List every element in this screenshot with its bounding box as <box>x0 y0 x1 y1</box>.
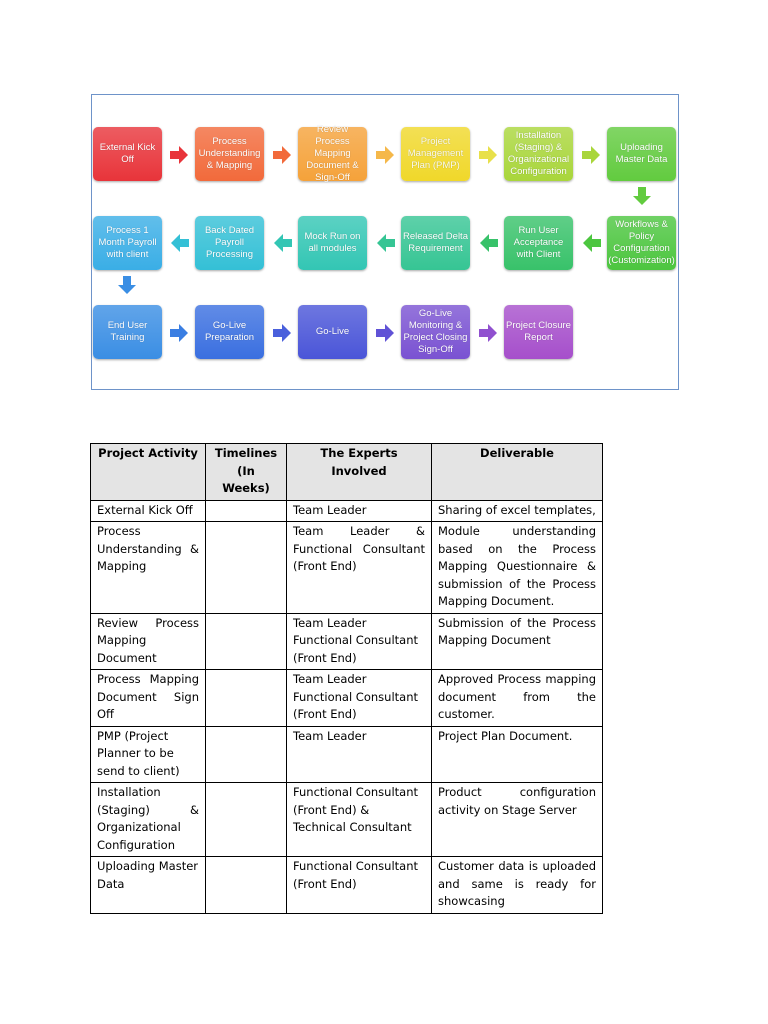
arrow-right-icon <box>170 146 188 164</box>
cell-timeline <box>206 726 287 783</box>
arrow-right-icon <box>376 146 394 164</box>
arrow-left-icon <box>171 234 189 252</box>
table-row <box>91 670 603 727</box>
flow-step: Run User Acceptance with Client <box>504 216 573 270</box>
cell-activity: PMP (Project Planner to be send to client) <box>91 726 206 783</box>
arrow-left-icon <box>583 234 601 252</box>
cell-activity: Process Understanding & Mapping <box>91 522 206 614</box>
table-row <box>91 522 603 614</box>
flow-step: Installation (Staging) & Organizational Configuration <box>504 127 573 181</box>
arrow-left-icon <box>377 234 395 252</box>
cell-experts: Functional Consultant (Front End) <box>287 857 432 914</box>
cell-experts: Team Leader Functional Consultant (Front End) <box>287 670 432 727</box>
cell-activity: Review Process Mapping Document <box>91 613 206 670</box>
cell-timeline <box>206 783 287 857</box>
arrow-right-icon <box>273 324 291 342</box>
table-row <box>91 613 603 670</box>
arrow-right-icon <box>273 146 291 164</box>
arrow-left-icon <box>274 234 292 252</box>
flow-step: Process 1 Month Payroll with client <box>93 216 162 270</box>
flow-step: External Kick Off <box>93 127 162 181</box>
flow-step: Process Understanding & Mapping <box>195 127 264 181</box>
cell-deliverable: Module understanding based on the Process Mapping Questionnaire & submission of the Process Mapping Document. <box>432 522 603 614</box>
header-timelines: Timelines (In Weeks) <box>206 444 287 501</box>
cell-experts: Team Leader Functional Consultant (Front End) <box>287 613 432 670</box>
table-header-row <box>91 444 603 501</box>
cell-experts: Team Leader & Functional Consultant (Front End) <box>287 522 432 614</box>
header-experts-involved: The Experts Involved <box>287 444 432 501</box>
cell-timeline <box>206 670 287 727</box>
flow-step: Go-Live Preparation <box>195 305 264 359</box>
cell-experts: Functional Consultant (Front End) & Technical Consultant <box>287 783 432 857</box>
process-flow-diagram <box>91 94 679 390</box>
cell-experts: Team Leader <box>287 500 432 522</box>
cell-experts: Team Leader <box>287 726 432 783</box>
flow-step: Project Management Plan (PMP) <box>401 127 470 181</box>
table-row <box>91 783 603 857</box>
flow-step: Released Delta Requirement <box>401 216 470 270</box>
cell-activity: Uploading Master Data <box>91 857 206 914</box>
arrow-down-icon <box>118 276 136 294</box>
flow-step: Go-Live Monitoring & Project Closing Sign-Off <box>401 305 470 359</box>
cell-timeline <box>206 857 287 914</box>
table-row <box>91 500 603 522</box>
flow-step: End User Training <box>93 305 162 359</box>
cell-activity: Process Mapping Document Sign Off <box>91 670 206 727</box>
cell-timeline <box>206 613 287 670</box>
flow-step: Mock Run on all modules <box>298 216 367 270</box>
table-row <box>91 857 603 914</box>
cell-timeline <box>206 522 287 614</box>
header-project-activity: Project Activity <box>91 444 206 501</box>
flow-step: Go-Live <box>298 305 367 359</box>
arrow-down-icon <box>633 187 651 205</box>
cell-deliverable: Product configuration activity on Stage Server <box>432 783 603 857</box>
cell-deliverable: Sharing of excel templates, <box>432 500 603 522</box>
flow-step: Project Closure Report <box>504 305 573 359</box>
flow-step: Workflows & Policy Configuration (Customization) <box>607 216 676 270</box>
flow-step: Review Process Mapping Document & Sign-Off <box>298 127 367 181</box>
cell-activity: External Kick Off <box>91 500 206 522</box>
project-activity-table <box>90 443 603 914</box>
flow-step: Back Dated Payroll Processing <box>195 216 264 270</box>
cell-timeline <box>206 500 287 522</box>
flow-step: Uploading Master Data <box>607 127 676 181</box>
arrow-right-icon <box>582 146 600 164</box>
header-deliverable: Deliverable <box>432 444 603 501</box>
arrow-right-icon <box>479 146 497 164</box>
cell-deliverable: Submission of the Process Mapping Document <box>432 613 603 670</box>
cell-deliverable: Customer data is uploaded and same is ready for showcasing <box>432 857 603 914</box>
arrow-right-icon <box>376 324 394 342</box>
cell-deliverable: Project Plan Document. <box>432 726 603 783</box>
arrow-right-icon <box>479 324 497 342</box>
table-row <box>91 726 603 783</box>
cell-activity: Installation (Staging) & Organizational Configuration <box>91 783 206 857</box>
cell-deliverable: Approved Process mapping document from the customer. <box>432 670 603 727</box>
activity-table-container <box>90 443 602 914</box>
arrow-left-icon <box>480 234 498 252</box>
arrow-right-icon <box>170 324 188 342</box>
